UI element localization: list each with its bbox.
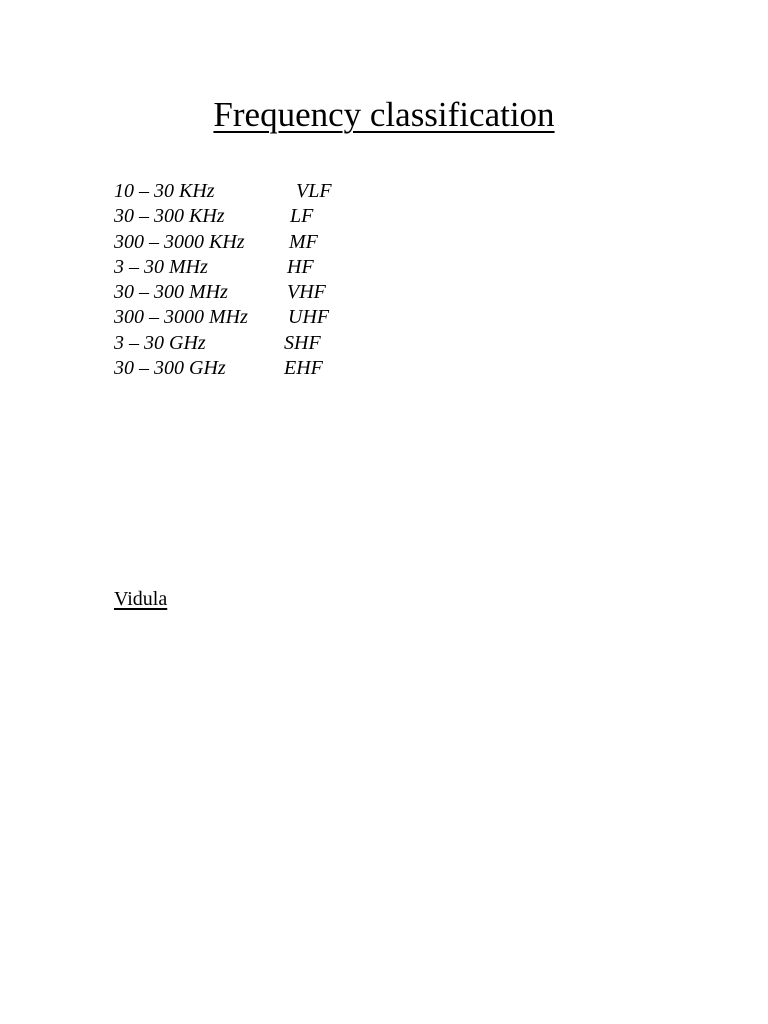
page-title: Frequency classification [213,95,555,134]
frequency-range: 30 – 300 GHz [114,357,226,380]
band-name: LF [290,205,314,228]
frequency-range: 10 – 30 KHz [114,180,215,202]
frequency-range: 300 – 3000 MHz [114,306,248,329]
band-name: VHF [287,281,326,304]
author-name: Vidula [114,588,168,610]
band-name: VLF [296,180,332,202]
frequency-range: 30 – 300 MHz [114,281,228,304]
frequency-range: 3 – 30 GHz [114,331,206,354]
band-name: SHF [284,331,321,354]
frequency-range: 300 – 3000 KHz [114,230,245,253]
frequency-range: 30 – 300 KHz [114,205,225,228]
band-name: UHF [288,306,330,329]
band-name: EHF [284,357,323,380]
band-name: MF [289,230,318,253]
frequency-range: 3 – 30 MHz [114,255,208,278]
band-name: HF [287,255,314,278]
